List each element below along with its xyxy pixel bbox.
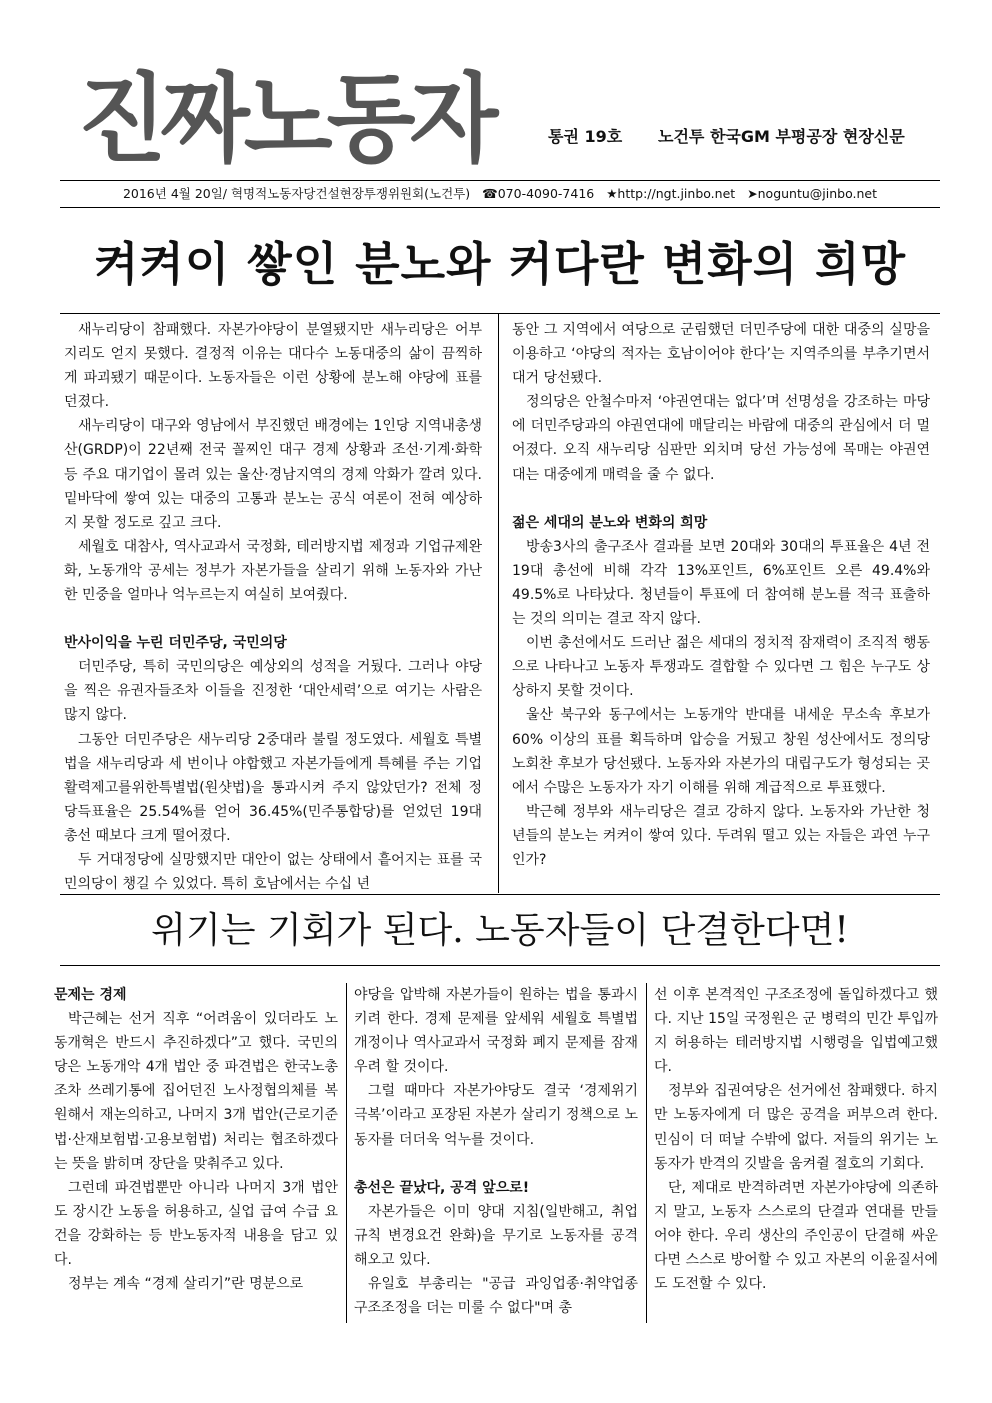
article1-headline: 켜켜이 쌓인 분노와 커다란 변화의 희망 (93, 237, 907, 291)
article2-headline: 위기는 기회가 된다. 노동자들이 단결한다면! (151, 910, 849, 951)
paragraph: 야당을 압박해 자본가들이 원하는 법을 통과시키려 한다. 경제 문제를 앞세워 세월호 특별법 개정이나 역사교과서 국정화 폐지 문제를 잠재우려 할 것이다. (354, 987, 638, 1076)
masthead-title: 진짜노동자 (78, 63, 493, 176)
masthead-rule-top (60, 180, 940, 181)
paragraph: 세월호 대참사, 역사교과서 국정화, 테러방지법 제정과 기업규제완화, 노동개악 공세는 정부가 자본가들을 살리기 위해 노동자와 가난한 민중을 얼마나 억누르는지 여실히 보여줬다. (64, 538, 482, 604)
article2-rule-top (60, 965, 940, 966)
paragraph: 유일호 부총리는 "공급 과잉업종·취약업종 구조조정을 더는 미룰 수 없다"며 총 (354, 1276, 638, 1317)
paragraph: 두 거대정당에 실망했지만 대안이 없는 상태에서 흩어지는 표를 국민의당이 챙길 수 있었다. 특히 호남에서는 수십 년 (64, 851, 482, 893)
paragraph: 새누리당이 대구와 영남에서 부진했던 배경에는 1인당 지역내총생산(GRDP)이 22년째 전국 꼴찌인 대구 경제 상황과 조선·기계·화학 등 주요 대기업이 몰려 있는 울산·경남지역의 경제 악화가 깔려 있다. 밑바닥에 쌓여 있는 대중의 고통과 분노는 공식 여론이 전혀 예상하지 못할 정도로 깊고 크다. (64, 418, 482, 531)
date-organization: 2016년 4월 20일/ 혁명적노동자당건설현장투쟁위원회(노건투) (122, 186, 471, 201)
paragraph: 그동안 더민주당은 새누리당 2중대라 불릴 정도였다. 세월호 특별법을 새누리당과 세 번이나 야합했고 자본가들에게 특혜를 주는 기업활력제고를위한특별법(원샷법)을 통과시켜 주지 않았던가? 전체 정당득표율은 25.54%를 얻어 36.45%(민주통합당)를 얻었던 19대 총선 때보다 크게 떨어졌다. (64, 731, 482, 844)
article2-column-3 (654, 983, 938, 1296)
paragraph: 방송3사의 출구조사 결과를 보면 20대와 30대의 투표율은 4년 전 19대 총선에 비해 각각 13%포인트, 6%포인트 오른 49.4%와 49.5%로 나타났다. 청년들이 투표에 더 참여해 분노를 적극 표출하는 것의 의미는 결코 작지 않다. (512, 538, 930, 628)
issue-number: 통권 19호 (548, 127, 623, 146)
article2-column-divider-1 (346, 983, 347, 1323)
paragraph: 박근혜는 선거 직후 “어려움이 있더라도 노동개혁은 반드시 추진하겠다”고 했다. 국민의당은 노동개악 4개 법안 중 파견법은 한국노총조차 쓰레기통에 집어던진 노사정협의체를 복원해서 재논의하고, 나머지 3개 법안(근로기준법·산재보험법·고용보험법) 처리는 협조하겠다는 뜻을 밝히며 장단을 맞춰주고 있다. (54, 1011, 338, 1172)
article1-rule-top (60, 313, 940, 314)
section-heading: 반사이익을 누린 더민주당, 국민의당 (64, 635, 287, 652)
info-bar (60, 184, 940, 202)
website-link[interactable]: ★http://ngt.jinbo.net (606, 186, 736, 201)
paragraph: 정부와 집권여당은 선거에선 참패했다. 하지만 노동자에게 더 많은 공격을 퍼부으려 한다. 민심이 더 떠날 수밖에 없다. 저들의 위기는 노동자가 반격의 깃발을 움켜쥘 절호의 기회다. (654, 1083, 938, 1172)
paragraph: 더민주당, 특히 국민의당은 예상외의 성적을 거뒀다. 그러나 야당을 찍은 유권자들조차 이들을 진정한 ‘대안세력’으로 여기는 사람은 많지 않다. (64, 659, 482, 724)
paragraph: 단, 제대로 반격하려면 자본가야당에 의존하지 말고, 노동자 스스로의 단결과 연대를 만들어야 한다. 우리 생산의 주인공이 단결해 싸운다면 스스로 방어할 수 있고 자본의 이윤질서에도 도전할 수 있다. (654, 1179, 938, 1293)
paragraph: 그런데 파견법뿐만 아니라 나머지 3개 법안도 장시간 노동을 허용하고, 실업 급여 수급 요건을 강화하는 등 반노동자적 내용을 담고 있다. (54, 1179, 338, 1269)
article1-column-divider (498, 313, 499, 893)
paragraph: 이번 총선에서도 드러난 젊은 세대의 정치적 잠재력이 조직적 행동으로 나타나고 노동자 투쟁과도 결합할 수 있다면 그 힘은 누구도 상상하지 못할 것이다. (512, 635, 930, 700)
paragraph: 정부는 계속 “경제 살리기”란 명분으로 (68, 1276, 304, 1293)
paragraph: 선 이후 본격적인 구조조정에 돌입하겠다고 했다. 지난 15일 국정원은 군 병력의 민간 투입까지 허용하는 테러방지법 시행령을 입법예고했다. (654, 987, 938, 1076)
article1-right-column (512, 318, 930, 872)
paragraph: 그럴 때마다 자본가야당도 결국 ‘경제위기 극복’이라고 포장된 자본가 살리기 정책으로 노동자를 더더욱 억누를 것이다. (354, 1083, 638, 1148)
section-heading: 총선은 끝났다, 공격 앞으로! (354, 1179, 530, 1196)
article2-column-divider-2 (646, 983, 647, 1323)
section-heading: 문제는 경제 (54, 987, 127, 1003)
masthead-tagline: 노건투 한국GM 부평공장 현장신문 (658, 127, 905, 146)
masthead-rule-bottom (60, 207, 940, 208)
email-link[interactable]: ➤noguntu@jinbo.net (747, 186, 878, 201)
article2-column-1 (54, 983, 338, 1296)
article2-column-2 (354, 983, 638, 1320)
section-heading: 젊은 세대의 분노와 변화의 희망 (512, 514, 708, 531)
article1-left-column (64, 318, 482, 896)
paragraph: 울산 북구와 동구에서는 노동개악 반대를 내세운 무소속 후보가 60% 이상의 표를 획득하며 압승을 거뒀고 창원 성산에서도 정의당 노회찬 후보가 당선됐다. 노동자와 자본가의 대립구도가 형성되는 곳에서 수많은 노동자가 자기 이해를 위해 계급적으로 투표했다. (512, 707, 930, 796)
paragraph: 박근혜 정부와 새누리당은 결코 강하지 않다. 노동자와 가난한 청년들의 분노는 켜켜이 쌓여 있다. 두려워 떨고 있는 자들은 과연 누구인가? (512, 803, 930, 868)
paragraph: 동안 그 지역에서 여당으로 군림했던 더민주당에 대한 대중의 실망을 이용하고 ‘야당의 적자는 호남이어야 한다’는 지역주의를 부추기면서 대거 당선됐다. (512, 322, 930, 387)
paragraph: 새누리당이 참패했다. 자본가야당이 분열됐지만 새누리당은 어부지리도 얻지 못했다. 결정적 이유는 대다수 노동대중의 삶이 끔찍하게 파괴됐기 때문이다. 노동자들은 이런 상황에 분노해 야당에 표를 던졌다. (64, 322, 482, 411)
phone-number: ☎070-4090-7416 (482, 186, 595, 201)
paragraph: 정의당은 안철수마저 ‘야권연대는 없다’며 선명성을 강조하는 마당에 더민주당과의 야권연대에 매달리는 바람에 대중의 관심에서 더 멀어졌다. 오직 새누리당 심판만 외치며 당선 가능성에 목매는 야권연대는 대중에게 매력을 줄 수 없다. (512, 394, 930, 483)
paragraph: 자본가들은 이미 양대 지침(일반해고, 취업규칙 변경요건 완화)을 무기로 노동자를 공격해오고 있다. (354, 1203, 638, 1268)
article1-rule-bottom (60, 894, 940, 895)
